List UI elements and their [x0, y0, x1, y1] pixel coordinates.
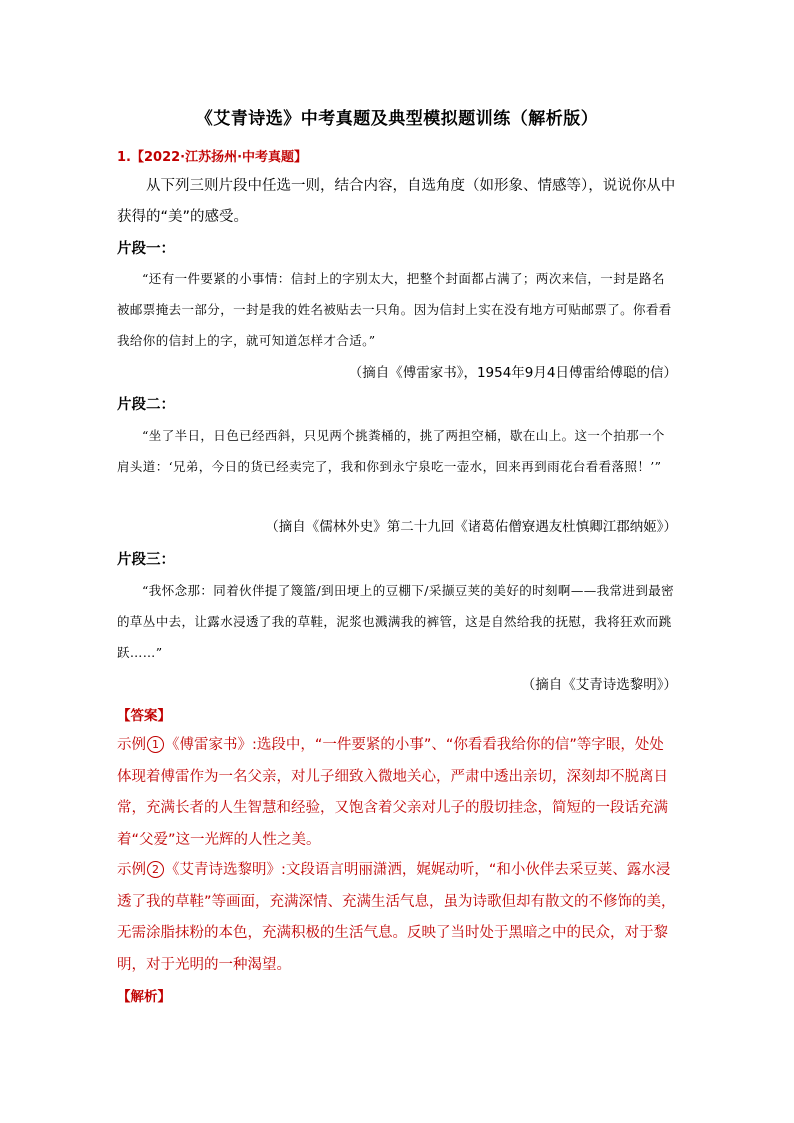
segment-1-quote: “还有一件要紧的小事情：信封上的字别太大，把整个封面都占满了；两次来信，一封是路名被邮票掩去一部分，一封是我的姓名被贴去一只角。因为信封上实在没有地方可贴邮票了。你看看我给你的信封上的字，就可知道怎样才合适。”	[117, 271, 672, 348]
example-1-text: 《傅雷家书》:选段中，“一件要紧的小事”、“你看看我给你的信”等字眼，处处体现着傅雷作为一名父亲，对儿子细致入微地关心，严肃中透出亲切，深刻却不脱离日常，充满长者的人生智慧和经验，又饱含着父亲对儿子的殷切挂念，简短的一段话充满着“父爱”这一光辉的人性之美。	[117, 737, 668, 848]
example-1-prefix: 示例	[117, 737, 146, 753]
example-2-prefix: 示例	[117, 862, 146, 878]
segment-1-label: 片段一：	[117, 241, 175, 257]
segment-3-label: 片段三：	[117, 552, 175, 568]
segment-3-source: （摘自《艾青诗选黎明》）	[521, 677, 677, 693]
example-1-number: 1	[147, 736, 164, 753]
segment-2-label: 片段二：	[117, 397, 175, 413]
segment-1-source: （摘自《傅雷家书》，1954年9月4日傅雷给傅聪的信）	[348, 365, 677, 381]
page-title: 《艾青诗选》中考真题及典型模拟题训练（解析版）	[195, 109, 599, 129]
answer-example-2	[117, 855, 677, 981]
example-2-text: 《艾青诗选黎明》:文段语言明丽潇洒，娓娓动听，“和小伙伴去采豆荚、露水浸透了我的草鞋”等画面，充满深情、充满生活气息，虽为诗歌但却有散文的不修饰的美，无需涂脂抹粉的本色，充满积极的生活气息。反映了当时处于黑暗之中的民众，对于黎明，对于光明的一种渴望。	[117, 862, 676, 973]
segment-2-quote: “坐了半日，日色已经西斜，只见两个挑粪桶的，挑了两担空桶，歇在山上。这一个拍那一个肩头道：‘兄弟，今日的货已经卖完了，我和你到永宁泉吃一壶水，回来再到雨花台看看落照！’”	[117, 428, 665, 474]
answer-example-1	[117, 730, 677, 856]
analysis-tag: 【解析】	[117, 989, 171, 1005]
example-2-number: 2	[147, 861, 164, 878]
answer-tag: 【答案】	[117, 708, 171, 724]
question-prompt: 从下列三则片段中任选一则，结合内容，自选角度（如形象、情感等），说说你从中获得的“美”的感受。	[117, 178, 676, 225]
segment-2-source: （摘自《儒林外史》第二十九回《诸葛佑僧寮遇友杜慎卿江郡纳姬》）	[265, 519, 677, 535]
question-header: 1.【2022·江苏扬州·中考真题】	[117, 150, 308, 165]
segment-3-quote: “我怀念那：同着伙伴提了篾篮/到田埂上的豆棚下/采撷豆荚的美好的时刻啊——我常进到最密的草丛中去，让露水浸透了我的草鞋，泥浆也溅满我的裤管，这是自然给我的抚慰，我将狂欢而跳跃……”	[117, 583, 675, 660]
